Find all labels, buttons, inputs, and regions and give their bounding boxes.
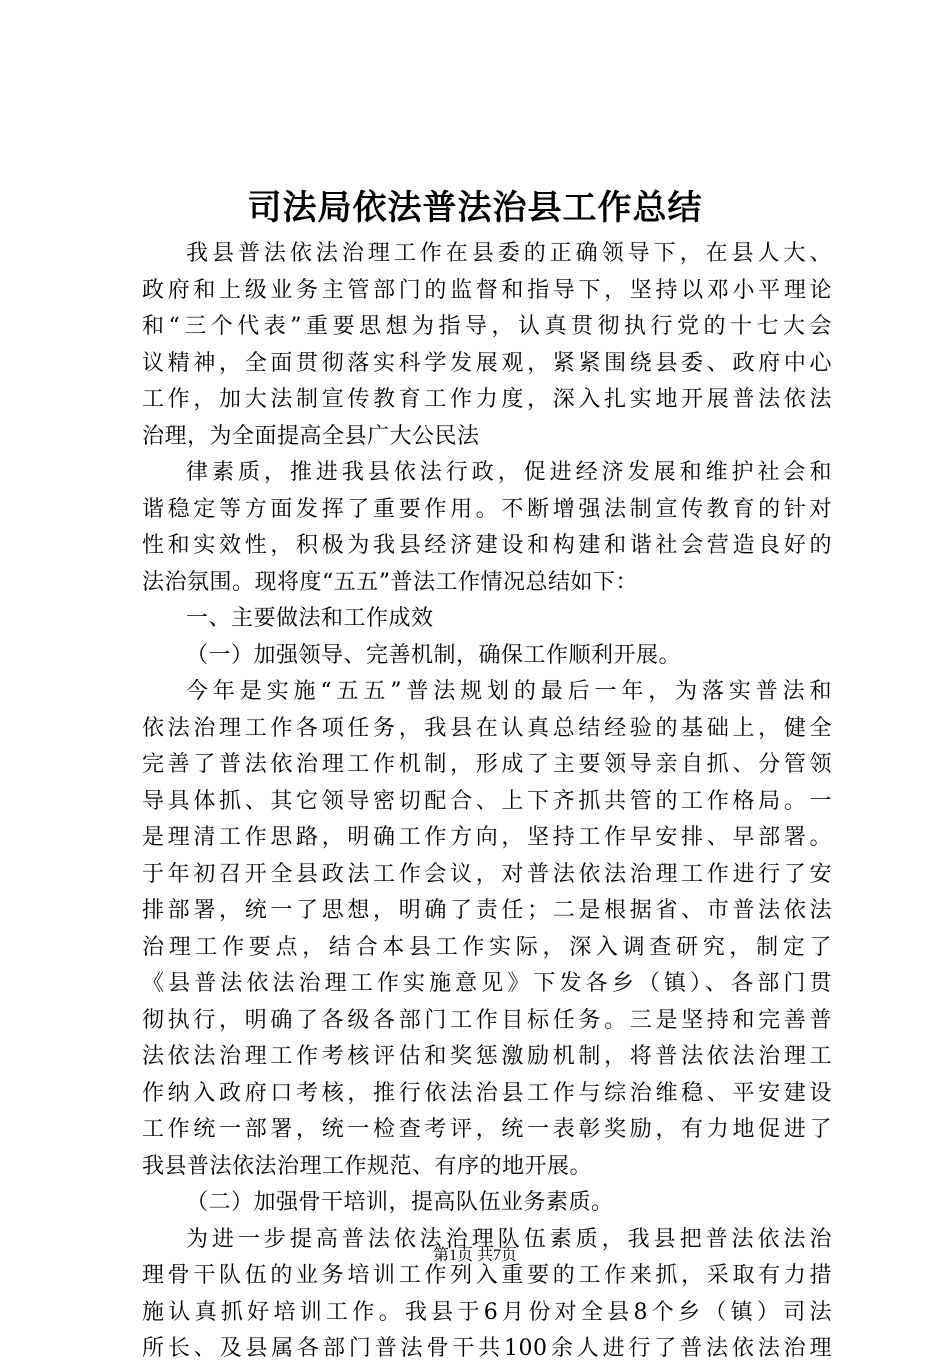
text-line: 所长、及县属各部门普法骨干共100余人进行了普法依法治理 xyxy=(142,1336,832,1361)
text-line: 性和实效性，积极为我县经济建设和构建和谐社会营造良好的 xyxy=(142,533,832,558)
text-line: 我县普法依法治理工作规范、有序的地开展。 xyxy=(142,1153,593,1179)
text-line: 导具体抓、其它领导密切配合、上下齐抓共管的工作格局。一 xyxy=(142,788,832,814)
text-line: 彻执行，明确了各级各部门工作目标任务。三是坚持和完善普 xyxy=(142,1007,832,1033)
text-line: 法治氛围。现将度“五五”普法工作情况总结如下： xyxy=(142,569,638,595)
text-line: 理骨干队伍的业务培训工作列入重要的工作来抓，采取有力措 xyxy=(142,1263,832,1288)
text-line: 为进一步提高普法依法治理队伍素质，我县把普法依法治 xyxy=(186,1226,832,1252)
text-line: 排部署，统一了思想，明确了责任；二是根据省、市普法依法 xyxy=(142,898,832,923)
text-line: 和“三个代表”重要思想为指导，认真贯彻执行党的十七大会 xyxy=(142,314,832,339)
text-line: 治理工作要点，结合本县工作实际，深入调查研究，制定了 xyxy=(142,934,832,960)
text-line: 施认真抓好培训工作。我县于6月份对全县8个乡（镇）司法 xyxy=(142,1299,832,1325)
text-line: 治理，为全面提高全县广大公民法 xyxy=(142,423,480,449)
subsection-heading: （一）加强领导、完善机制，确保工作顺利开展。 xyxy=(186,642,682,668)
text-line: 今年是实施“五五”普法规划的最后一年，为落实普法和 xyxy=(186,679,832,704)
text-line: 工作统一部署，统一检查考评，统一表彰奖励，有力地促进了 xyxy=(142,1117,832,1142)
subsection-heading: （二）加强骨干培训，提高队伍业务素质。 xyxy=(186,1190,614,1215)
document-body xyxy=(142,236,832,1368)
text-line: 依法治理工作各项任务，我县在认真总结经验的基础上，健全 xyxy=(142,715,832,741)
text-line: 政府和上级业务主管部门的监督和指导下，坚持以邓小平理论 xyxy=(142,277,832,303)
text-line: 法依法治理工作考核评估和奖惩激励机制，将普法依法治理工 xyxy=(142,1044,832,1069)
text-line: 工作，加大法制宣传教育工作力度，深入扎实地开展普法依法 xyxy=(142,387,832,412)
text-line: 作纳入政府口考核，推行依法治县工作与综治维稳、平安建设 xyxy=(142,1080,832,1106)
text-line: 谐稳定等方面发挥了重要作用。不断增强法制宣传教育的针对 xyxy=(142,496,832,522)
text-line: 《县普法依法治理工作实施意见》下发各乡（镇）、各部门贯 xyxy=(142,971,832,996)
section-heading: 一、主要做法和工作成效 xyxy=(186,606,434,631)
text-line: 我县普法依法治理工作在县委的正确领导下，在县人大、 xyxy=(186,241,832,266)
document-title: 司法局依法普法治县工作总结 xyxy=(247,188,703,228)
text-line: 议精神，全面贯彻落实科学发展观，紧紧围绕县委、政府中心 xyxy=(142,350,832,376)
text-line: 完善了普法依治理工作机制，形成了主要领导亲自抓、分管领 xyxy=(142,752,832,777)
page-number: 第1页 共7页 xyxy=(432,1247,517,1264)
text-line: 是理清工作思路，明确工作方向，坚持工作早安排、早部署。 xyxy=(142,825,832,850)
text-line: 于年初召开全县政法工作会议，对普法依法治理工作进行了安 xyxy=(142,861,832,887)
text-line: 律素质，推进我县依法行政，促进经济发展和维护社会和 xyxy=(186,460,832,485)
